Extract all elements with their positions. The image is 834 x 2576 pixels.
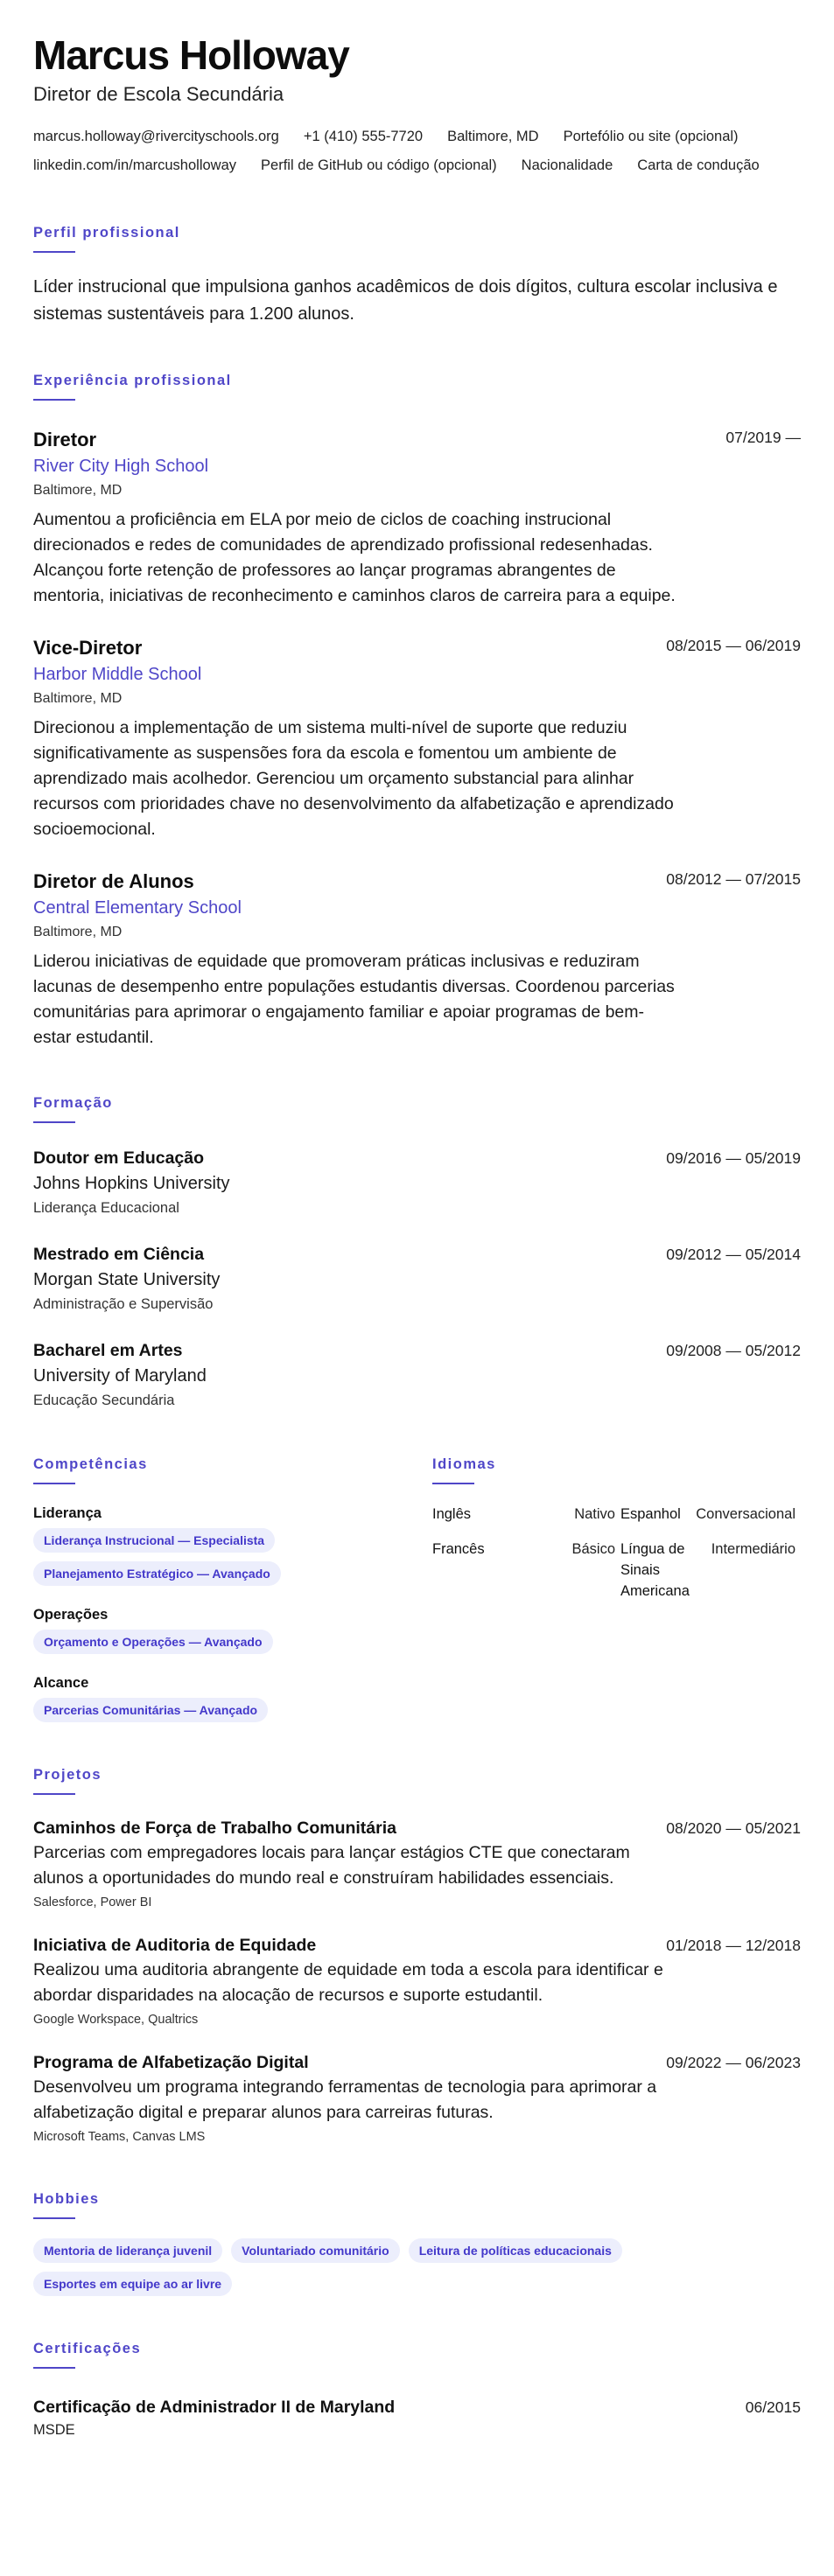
job-entry — [33, 635, 801, 842]
education-dates: 09/2012 — 05/2014 — [666, 1246, 801, 1263]
education-entry — [33, 1338, 801, 1412]
job-dates: 08/2015 — 06/2019 — [666, 637, 801, 654]
project-entry — [33, 2050, 801, 2147]
contact-portfolio[interactable]: Portefólio ou site (opcional) — [563, 129, 739, 144]
project-description: Realizou uma auditoria abrangente de equidade em toda a escola para identificar e abordar disparidades na alocação de recursos e suporte estudantil. — [33, 1960, 663, 2005]
hobby-chip: Leitura de políticas educacionais — [409, 2238, 622, 2263]
project-title: Programa de Alfabetização Digital — [33, 2053, 309, 2072]
section-divider — [432, 1483, 474, 1484]
section-heading: Idiomas — [432, 1456, 496, 1472]
skills-section — [33, 1456, 432, 1722]
job-description: Direcionou a implementação de um sistema multi-nível de suporte que reduziu significativamente as suspensões fora da escola e fomentou um ambiente de aprendizado mais acolhedor. Gerenciou um orçamento substancial para alinhar recursos com prioridades chave no desenvolvimento da alfabetização e aprendizado socioemocional. — [33, 718, 674, 839]
section-divider — [33, 399, 75, 401]
job-title: Vice-Diretor — [33, 637, 143, 659]
contact-nationality: Nacionalidade — [521, 157, 613, 173]
skill-group-title: Alcance — [33, 1675, 89, 1691]
skill-chip: Parcerias Comunitárias — Avançado — [33, 1698, 268, 1722]
job-company: River City High School — [33, 457, 209, 476]
candidate-name: Marcus Holloway — [33, 32, 349, 78]
contact-linkedin[interactable]: linkedin.com/in/marcusholloway — [33, 157, 237, 173]
section-divider — [33, 1483, 75, 1484]
section-heading: Certificações — [33, 2341, 142, 2356]
profile-section — [33, 224, 801, 328]
language-name: Francês — [432, 1541, 485, 1557]
job-dates: 08/2012 — 07/2015 — [666, 870, 801, 888]
skill-chip-list — [33, 1630, 432, 1654]
project-technologies: Microsoft Teams, Canvas LMS — [33, 2130, 206, 2144]
contact-phone[interactable]: +1 (410) 555-7720 — [303, 129, 424, 144]
skill-group — [33, 1504, 432, 1586]
language-level: Intermediário — [711, 1541, 795, 1557]
section-divider — [33, 251, 75, 253]
contact-driving-license: Carta de condução — [637, 157, 760, 173]
project-technologies: Google Workspace, Qualtrics — [33, 2013, 199, 2027]
education-dates: 09/2008 — 05/2012 — [666, 1342, 801, 1359]
skills-languages-row — [33, 1456, 801, 1722]
project-description: Parcerias com empregadores locais para lançar estágios CTE que conectaram alunos a oportunidades do mundo real e construíram habilidades essenciais. — [33, 1843, 630, 1888]
contact-email[interactable]: marcus.holloway@rivercityschools.org — [33, 129, 279, 144]
section-heading: Experiência profissional — [33, 373, 232, 388]
skill-group — [33, 1605, 432, 1654]
resume-header — [33, 31, 801, 180]
skill-group — [33, 1673, 432, 1722]
job-entry — [33, 869, 801, 1051]
job-location: Baltimore, MD — [33, 925, 123, 939]
skill-group-title: Operações — [33, 1607, 109, 1623]
languages-section — [432, 1456, 801, 1722]
education-degree: Mestrado em Ciência — [33, 1245, 205, 1264]
section-divider — [33, 1793, 75, 1795]
language-list — [432, 1504, 801, 1602]
language-level: Conversacional — [696, 1506, 795, 1522]
section-heading: Perfil profissional — [33, 225, 180, 241]
certification-title: Certificação de Administrador II de Maryland — [33, 2398, 396, 2417]
skill-chip-list — [33, 1528, 432, 1586]
education-school: Morgan State University — [33, 1270, 221, 1289]
certification-issuer: MSDE — [33, 2422, 75, 2438]
job-description: Liderou iniciativas de equidade que promoveram práticas inclusivas e reduziram lacunas de desempenho entre populações estudantis diversas. Coordenou parcerias comunitárias para aprimorar o engajamento familiar e apoiar programas de bem-estar estudantil. — [33, 952, 675, 1047]
education-dates: 09/2016 — 05/2019 — [666, 1149, 801, 1167]
skill-chip: Orçamento e Operações — Avançado — [33, 1630, 273, 1654]
section-heading: Competências — [33, 1456, 148, 1472]
education-field: Educação Secundária — [33, 1393, 175, 1408]
certification-date: 06/2015 — [745, 2398, 801, 2416]
hobbies-section — [33, 2190, 801, 2296]
language-level: Nativo — [574, 1506, 615, 1522]
job-location: Baltimore, MD — [33, 691, 123, 706]
section-divider — [33, 2217, 75, 2219]
profile-summary: Líder instrucional que impulsiona ganhos acadêmicos de dois dígitos, cultura escolar inclusiva e sistemas sustentáveis para 1.200 alunos. — [33, 277, 778, 324]
hobby-chip: Voluntariado comunitário — [231, 2238, 400, 2263]
job-title: Diretor de Alunos — [33, 870, 194, 892]
job-title: Diretor — [33, 429, 97, 450]
language-name: Espanhol — [620, 1506, 681, 1522]
hobby-chip: Mentoria de liderança juvenil — [33, 2238, 222, 2263]
section-heading: Projetos — [33, 1767, 102, 1783]
skill-chip: Liderança Instrucional — Especialista — [33, 1528, 275, 1553]
job-location: Baltimore, MD — [33, 483, 123, 498]
skill-group-title: Liderança — [33, 1505, 102, 1521]
job-entry — [33, 427, 801, 609]
project-entry — [33, 1933, 801, 2029]
experience-section — [33, 372, 801, 1051]
section-heading: Formação — [33, 1095, 113, 1111]
job-company: Central Elementary School — [33, 898, 242, 918]
job-dates: 07/2019 — — [725, 429, 801, 446]
project-dates: 08/2020 — 05/2021 — [666, 1819, 801, 1837]
projects-section — [33, 1766, 801, 2147]
candidate-title: Diretor de Escola Secundária — [33, 83, 284, 105]
skill-chip-list — [33, 1698, 432, 1722]
language-level: Básico — [571, 1541, 615, 1557]
project-technologies: Salesforce, Power BI — [33, 1895, 152, 1909]
certifications-section — [33, 2340, 801, 2440]
education-entry — [33, 1146, 801, 1219]
project-dates: 01/2018 — 12/2018 — [666, 1937, 801, 1954]
education-field: Liderança Educacional — [33, 1200, 179, 1216]
language-name: Língua de Sinais Americana — [620, 1541, 690, 1599]
education-school: Johns Hopkins University — [33, 1174, 230, 1193]
section-heading: Hobbies — [33, 2191, 100, 2207]
contact-location: Baltimore, MD — [447, 129, 539, 144]
education-field: Administração e Supervisão — [33, 1296, 214, 1312]
education-entry — [33, 1242, 801, 1316]
project-dates: 09/2022 — 06/2023 — [666, 2054, 801, 2071]
project-entry — [33, 1816, 801, 1912]
section-divider — [33, 2367, 75, 2369]
project-title: Caminhos de Força de Trabalho Comunitária — [33, 1819, 396, 1838]
job-description: Aumentou a proficiência em ELA por meio de ciclos de coaching instrucional direcionados e redes de comunidades de aprendizado profissional redesenhadas. Alcançou forte retenção de professores ao lançar programas abrangentes de mentoria, iniciativas de reconhecimento e caminhos claros de carreira para a equipe. — [33, 510, 676, 605]
education-degree: Doutor em Educação — [33, 1148, 205, 1168]
education-school: University of Maryland — [33, 1366, 207, 1386]
hobby-chip-list — [33, 2238, 795, 2296]
language-name: Inglês — [432, 1506, 472, 1522]
project-title: Iniciativa de Auditoria de Equidade — [33, 1936, 317, 1955]
certification-entry — [33, 2395, 801, 2440]
education-degree: Bacharel em Artes — [33, 1341, 183, 1360]
skill-chip: Planejamento Estratégico — Avançado — [33, 1561, 281, 1586]
hobby-chip: Esportes em equipe ao ar livre — [33, 2272, 232, 2296]
section-divider — [33, 1121, 75, 1123]
contact-list — [33, 122, 803, 180]
education-section — [33, 1094, 801, 1412]
project-description: Desenvolveu um programa integrando ferramentas de tecnologia para aprimorar a alfabetização digital e preparar alunos para carreiras futuras. — [33, 2077, 657, 2122]
contact-github[interactable]: Perfil de GitHub ou código (opcional) — [261, 157, 497, 173]
job-company: Harbor Middle School — [33, 665, 202, 684]
